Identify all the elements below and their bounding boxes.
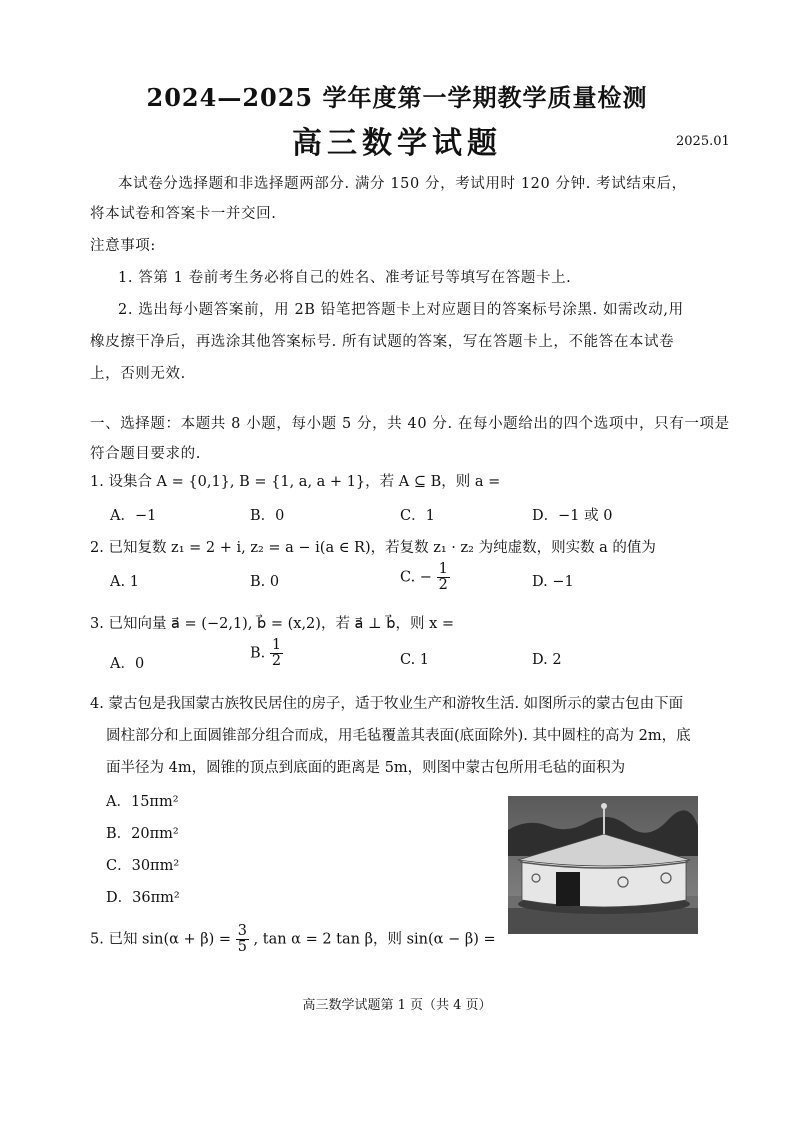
yurt-finial [601, 803, 607, 809]
q2-stem: 2. 已知复数 z₁ = 2 + i, z₂ = a − i(a ∈ R)，若复数 z₁ · z₂ 为纯虚数，则实数 a 的值为 [90, 540, 656, 556]
q4-option-a: A．15πm² [106, 794, 179, 810]
q4-line2: 圆柱部分和上面圆锥部分组合而成，用毛毡覆盖其表面(底面除外). 其中圆柱的高为 2m，底 [106, 728, 691, 744]
exam-title-line1: 2024—2025 学年度第一学期教学质量检测 [146, 83, 648, 112]
exam-date: 2025.01 [676, 134, 730, 149]
q3-option-b-denominator: 2 [271, 653, 282, 670]
q5-prefix: 5. 已知 sin(α + β) = [90, 931, 232, 948]
yurt-pole [603, 806, 605, 834]
q2-option-b: B. 0 [250, 574, 280, 590]
q4-option-c: C．30πm² [106, 858, 180, 874]
q3-option-d: D. 2 [532, 652, 562, 668]
q3-stem: 3. 已知向量 a⃗ = (−2,1), b⃗ = (x,2)，若 a⃗ ⊥ b⃗，则 x = [90, 616, 455, 632]
yurt-photo [508, 796, 698, 934]
q4-line1: 4. 蒙古包是我国蒙古族牧民居住的房子，适于牧业生产和游牧生活. 如图所示的蒙古包由下面 [90, 696, 684, 712]
notes-item2-line3: 上，否则无效. [90, 366, 186, 382]
q3-option-a: A．0 [110, 656, 145, 672]
q5-stem [90, 924, 496, 955]
q1-option-b: B．0 [250, 508, 285, 524]
yurt-wall [522, 860, 686, 907]
section1-line2: 符合题目要求的. [90, 446, 201, 462]
notes-item2-line2: 橡皮擦干净后，再选涂其他答案标号. 所有试题的答案，写在答题卡上，不能答在本试卷 [90, 334, 675, 350]
q3-option-b [250, 638, 283, 669]
q4-option-d: D．36πm² [106, 890, 180, 906]
q1-option-a: A．−1 [110, 508, 157, 524]
yurt-door [556, 872, 580, 906]
q5-suffix: , tan α = 2 tan β，则 sin(α − β) = [253, 931, 496, 948]
intro-line1: 本试卷分选择题和非选择题两部分. 满分 150 分，考试用时 120 分钟. 考试结束后， [118, 176, 687, 192]
q2-option-a: A. 1 [110, 574, 139, 590]
exam-title-line2: 高三数学试题 [292, 126, 502, 161]
q2-option-c-numerator: 1 [438, 561, 448, 577]
q3-option-b-fraction [270, 638, 283, 669]
q5-numerator: 3 [237, 923, 247, 939]
intro-line2: 将本试卷和答案卡一并交回. [90, 206, 277, 222]
q3-option-c: C. 1 [400, 652, 430, 668]
q2-option-d: D. −1 [532, 574, 574, 590]
q2-option-c-fraction [437, 562, 450, 593]
q2-option-c [400, 562, 450, 593]
q3-option-b-numerator: 1 [271, 637, 282, 653]
q5-denominator: 5 [237, 939, 247, 956]
q2-option-c-denominator: 2 [438, 577, 448, 594]
section1-line1: 一、选择题：本题共 8 小题，每小题 5 分，共 40 分. 在每小题给出的四个选项中，只有一项是 [90, 416, 730, 432]
q1-option-c: C．1 [400, 508, 435, 524]
page-footer: 高三数学试题第 1 页（共 4 页） [302, 998, 492, 1013]
q3-option-b-prefix: B. [250, 645, 266, 662]
q4-line3: 面半径为 4m，圆锥的顶点到底面的距离是 5m，则图中蒙古包所用毛毡的面积为 [106, 760, 626, 776]
q5-fraction [236, 924, 249, 955]
q1-stem: 1. 设集合 A = {0,1}, B = {1, a, a + 1}，若 A ⊆ B，则 a = [90, 474, 501, 490]
notes-heading: 注意事项: [90, 238, 156, 254]
notes-item2-line1: 2. 选出每小题答案前，用 2B 铅笔把答题卡上对应题目的答案标号涂黑. 如需改动,用 [118, 302, 684, 318]
q2-option-c-prefix: C. − [400, 569, 432, 586]
notes-item1: 1. 答第 1 卷前考生务必将自己的姓名、准考证号等填写在答题卡上. [118, 270, 572, 286]
q1-option-d: D．−1 或 0 [532, 508, 613, 524]
q4-option-b: B．20πm² [106, 826, 179, 842]
